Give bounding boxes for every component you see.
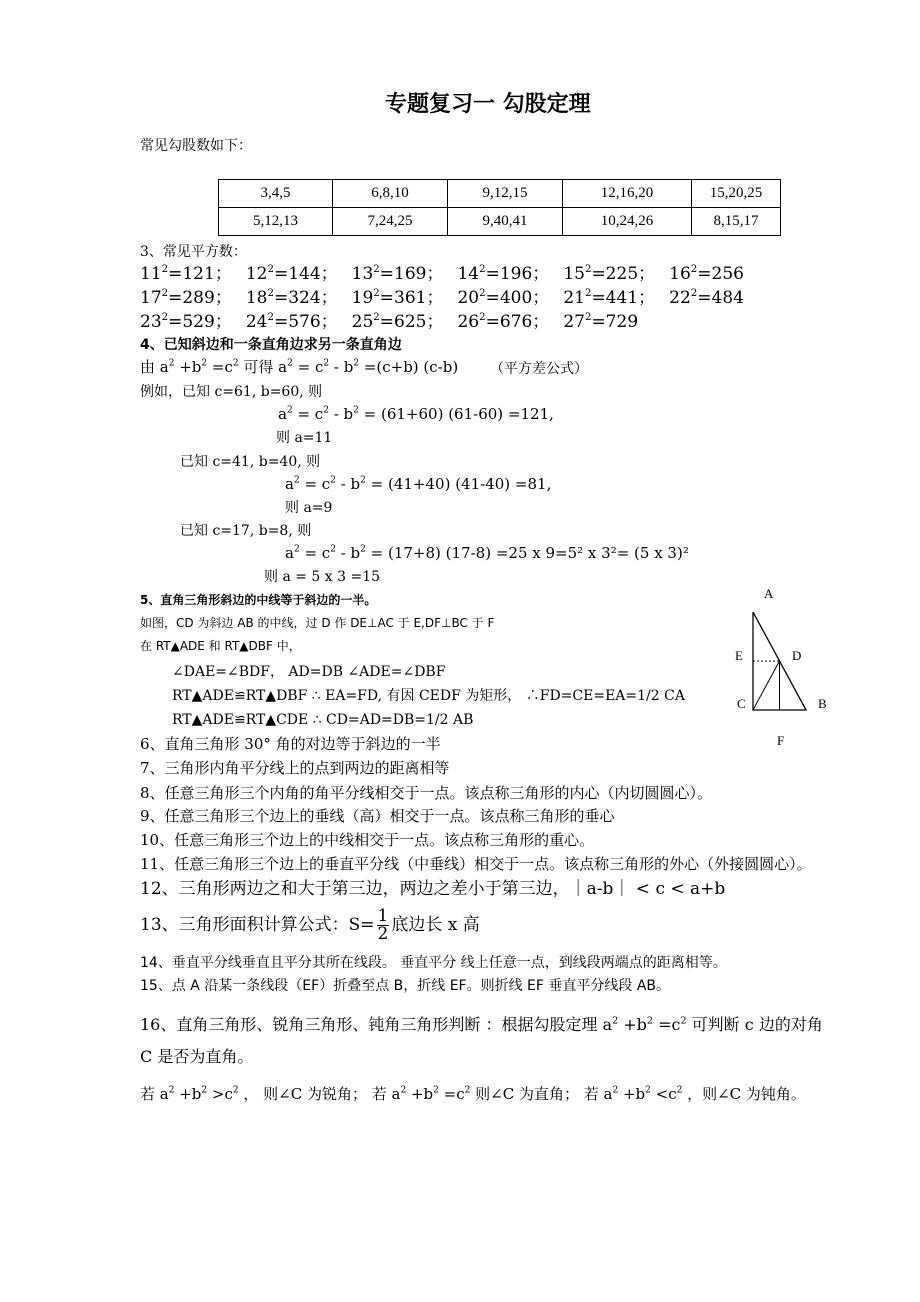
exponent: 2 — [373, 311, 380, 323]
exponent: 2 — [201, 358, 208, 369]
pythagorean-triples-table — [218, 179, 781, 236]
item-13 — [140, 908, 480, 943]
item-8: 8、任意三角形三个内角的角平分线相交于一点。该点称三角形的内心（内切圆圆心）。 — [140, 784, 713, 802]
item-16-part: 16、直角三角形、锐角三角形、钝角三角形判断 ：根据勾股定理 a — [140, 1015, 613, 1034]
exponent: 2 — [232, 358, 239, 369]
square-term — [457, 312, 549, 332]
exponent: 2 — [690, 263, 698, 275]
square-base: 23 — [140, 312, 162, 332]
square-value: =625； — [379, 312, 444, 332]
item-13-suffix: 底边长 x 高 — [391, 915, 480, 935]
square-base: 12 — [245, 264, 268, 284]
section-5-line-2: 在 RT▲ADE 和 RT▲DBF 中， — [140, 639, 301, 653]
exponent: 2 — [680, 1015, 687, 1027]
square-term — [140, 312, 232, 332]
item-17-part: =c — [438, 1085, 465, 1103]
table-cell: 6,8,10 — [333, 180, 448, 208]
square-term — [669, 264, 744, 284]
section-5-heading: 5、直角三角形斜边的中线等于斜边的一半。 — [140, 593, 377, 607]
exponent: 2 — [612, 1085, 619, 1096]
item-10: 10、任意三角形三个边上的中线相交于一点。该点称三角形的重心。 — [140, 831, 595, 849]
fraction-denominator: 2 — [377, 924, 389, 944]
square-base: 20 — [457, 288, 480, 308]
formula-part: = (17+8) (17-8) =25 x 9=5² x 3²= (5 x 3)² — [365, 544, 689, 562]
exponent: 2 — [645, 1085, 651, 1096]
label-a: A — [764, 586, 774, 601]
square-value: =484 — [697, 288, 744, 308]
exponent: 2 — [161, 287, 169, 299]
table-row — [219, 208, 781, 236]
square-term — [669, 288, 744, 308]
square-term — [352, 264, 444, 284]
square-base: 16 — [669, 264, 691, 284]
intro-text: 常见勾股数如下： — [140, 138, 252, 154]
square-base: 14 — [457, 264, 480, 284]
square-value: =144； — [273, 264, 338, 284]
square-value: =196； — [485, 264, 550, 284]
exponent: 2 — [287, 358, 293, 369]
item-17-part: ，则∠C 为钝角。 — [682, 1085, 806, 1103]
formula-part: +b — [174, 358, 202, 376]
exponent: 2 — [330, 475, 336, 486]
formula-part: 由 a — [140, 358, 169, 376]
squares-row-1 — [140, 265, 758, 285]
formula-part: a — [285, 544, 294, 562]
formula-part: = c — [292, 405, 324, 423]
exponent: 2 — [373, 263, 380, 275]
formula-part: a — [278, 405, 287, 423]
example-intro: 例如，已知 c=61, b=60, 则 — [140, 384, 323, 400]
square-value: =361； — [379, 288, 444, 308]
exponent: 2 — [479, 287, 486, 299]
exponent: 2 — [690, 287, 698, 299]
exponent: 2 — [201, 1085, 208, 1096]
square-value: =576； — [273, 312, 338, 332]
square-base: 19 — [351, 288, 374, 308]
example-1-result: 则 a=11 — [276, 430, 333, 446]
square-base: 24 — [245, 312, 268, 332]
item-17-part: 则∠C 为直角； 若 a — [470, 1085, 613, 1103]
exponent: 2 — [464, 1085, 471, 1096]
item-17-part: +b — [618, 1085, 646, 1103]
example-3-result: 则 a = 5 x 3 =15 — [264, 569, 381, 585]
square-term — [563, 264, 655, 284]
exponent: 2 — [353, 358, 360, 369]
item-16-line-2: C 是否为直角。 — [140, 1047, 254, 1066]
formula-part: 可得 a — [238, 358, 288, 376]
item-12: 12、三角形两边之和大于第三边，两边之差小于第三边，｜a-b｜ < c < a+b — [140, 879, 726, 899]
square-base: 18 — [245, 288, 268, 308]
item-14: 14、垂直平分线垂直且平分其所在线段。 垂直平分 线上任意一点，到线段两端点的距离相等。 — [140, 955, 727, 971]
square-base: 22 — [669, 288, 691, 308]
square-base: 27 — [563, 312, 585, 332]
exponent: 2 — [676, 1085, 683, 1096]
exponent: 2 — [433, 1085, 439, 1096]
example-2-intro: 已知 c=41, b=40, 则 — [180, 454, 321, 470]
table-cell: 12,16,20 — [563, 180, 692, 208]
square-value: =441； — [591, 288, 656, 308]
table-row — [219, 180, 781, 208]
square-base: 26 — [457, 312, 480, 332]
exponent: 2 — [479, 311, 486, 323]
square-term — [352, 312, 444, 332]
square-term — [352, 288, 444, 308]
square-base: 13 — [351, 264, 374, 284]
section-5-line-1: 如图，CD 为斜边 AB 的中线，过 D 作 DE⊥AC 于 E,DF⊥BC 于 F — [140, 616, 495, 630]
item-9: 9、任意三角形三个边上的垂线（高）相交于一点。该点称三角形的垂心 — [140, 807, 615, 825]
example-2-result: 则 a=9 — [285, 500, 333, 516]
square-term — [246, 264, 338, 284]
square-value: =729 — [591, 312, 639, 332]
exponent: 2 — [168, 358, 175, 369]
section-3-heading: 3、常见平方数： — [140, 244, 247, 260]
exponent: 2 — [612, 1015, 619, 1027]
label-f: F — [777, 733, 785, 748]
formula-note: （平方差公式） — [490, 361, 588, 377]
square-term — [563, 288, 655, 308]
exponent: 2 — [360, 475, 366, 486]
table-cell: 8,15,17 — [692, 208, 781, 236]
square-base: 21 — [563, 288, 585, 308]
item-17-part: 若 a — [140, 1085, 169, 1103]
square-value: =529； — [168, 312, 232, 332]
item-16-part: +b — [618, 1015, 647, 1034]
square-value: =324； — [273, 288, 338, 308]
item-17 — [140, 1086, 806, 1103]
formula-line — [140, 359, 458, 376]
table-cell: 10,24,26 — [563, 208, 692, 236]
squares-row-3 — [140, 313, 652, 333]
exponent: 2 — [168, 1085, 175, 1096]
exponent: 2 — [330, 544, 336, 555]
square-term — [140, 288, 232, 308]
exponent: 2 — [323, 405, 329, 416]
exponent: 2 — [584, 287, 592, 299]
square-base: 15 — [563, 264, 585, 284]
table-cell: 9,12,15 — [448, 180, 563, 208]
segment-cd — [753, 661, 780, 710]
formula-part: = c — [299, 544, 331, 562]
table-cell: 15,20,25 — [692, 180, 781, 208]
page-title: 专题复习一 勾股定理 — [385, 92, 591, 117]
item-17-part: >c — [207, 1085, 233, 1103]
square-term — [246, 312, 338, 332]
squares-row-2 — [140, 289, 758, 309]
example-1-formula — [278, 406, 554, 423]
item-6: 6、直角三角形 30° 角的对边等于斜边的一半 — [140, 735, 441, 753]
fraction-numerator: 1 — [377, 906, 389, 926]
square-term — [246, 288, 338, 308]
item-11: 11、任意三角形三个边上的垂直平分线（中垂线）相交于一点。该点称三角形的外心（外接圆圆心）。 — [140, 855, 812, 873]
item-17-part: ， 则∠C 为锐角； 若 a — [238, 1085, 401, 1103]
square-base: 17 — [140, 288, 162, 308]
formula-part: a — [285, 475, 294, 493]
exponent: 2 — [353, 405, 359, 416]
square-term — [457, 264, 549, 284]
item-17-part: +b — [406, 1085, 434, 1103]
item-17-part: <c — [650, 1085, 677, 1103]
section-5-line-3: ∠DAE=∠BDF， AD=DB ∠ADE=∠DBF — [172, 664, 446, 680]
exponent: 2 — [267, 263, 274, 275]
exponent: 2 — [584, 311, 592, 323]
formula-part: = c — [299, 475, 331, 493]
table-cell: 5,12,13 — [219, 208, 333, 236]
square-value: =289； — [168, 288, 232, 308]
square-term — [457, 288, 549, 308]
square-value: =121； — [168, 264, 232, 284]
exponent: 2 — [267, 287, 274, 299]
square-value: =225； — [591, 264, 656, 284]
exponent: 2 — [360, 544, 366, 555]
formula-part: - b — [335, 475, 361, 493]
exponent: 2 — [232, 1085, 239, 1096]
formula-part: - b — [329, 358, 354, 376]
exponent: 2 — [646, 1015, 654, 1027]
item-16-part: =c — [653, 1015, 681, 1034]
example-3-formula — [285, 545, 689, 562]
item-16 — [140, 1016, 823, 1034]
exponent: 2 — [286, 405, 293, 416]
table-cell: 9,40,41 — [448, 208, 563, 236]
exponent: 2 — [323, 358, 330, 369]
square-base: 25 — [351, 312, 374, 332]
square-base: 11 — [140, 264, 162, 284]
label-d: D — [792, 648, 802, 663]
exponent: 2 — [479, 263, 486, 275]
formula-part: =(c+b) (c-b) — [359, 358, 459, 376]
label-b: B — [818, 696, 827, 711]
formula-part: = (61+60) (61-60) =121, — [358, 405, 554, 423]
item-7: 7、三角形内角平分线上的点到两边的距离相等 — [140, 759, 450, 777]
square-value: =676； — [485, 312, 550, 332]
formula-part: - b — [328, 405, 354, 423]
exponent: 2 — [161, 263, 169, 275]
item-15: 15、点 A 沿某一条线段（EF）折叠至点 B，折线 EF。则折线 EF 垂直平分线段 AB。 — [140, 978, 671, 994]
label-c: C — [737, 696, 746, 711]
section-4-heading: 4、已知斜边和一条直角边求另一条直角边 — [140, 337, 402, 353]
square-value: =256 — [697, 264, 744, 284]
exponent: 2 — [293, 475, 300, 486]
fraction-one-half — [377, 908, 390, 943]
square-value: =169； — [379, 264, 444, 284]
table-cell: 3,4,5 — [219, 180, 333, 208]
exponent: 2 — [161, 311, 169, 323]
exponent: 2 — [373, 287, 380, 299]
square-term — [563, 312, 638, 332]
example-3-intro: 已知 c=17, b=8, 则 — [180, 523, 312, 539]
formula-part: - b — [335, 544, 361, 562]
exponent: 2 — [293, 544, 300, 555]
item-17-part: +b — [174, 1085, 202, 1103]
exponent: 2 — [400, 1085, 407, 1096]
label-e: E — [735, 648, 743, 663]
exponent: 2 — [267, 311, 274, 323]
table-cell: 7,24,25 — [333, 208, 448, 236]
formula-part: = (41+40) (41-40) =81, — [365, 475, 552, 493]
item-13-prefix: 13、三角形面积计算公式：S= — [140, 915, 375, 935]
section-5-line-5: RT▲ADE≌RT▲CDE ∴ CD=AD=DB=1/2 AB — [172, 712, 474, 728]
formula-part: =c — [207, 358, 233, 376]
square-value: =400； — [485, 288, 550, 308]
formula-part: = c — [292, 358, 324, 376]
section-5-line-4: RT▲ADE≌RT▲DBF ∴ EA=FD, 有因 CEDF 为矩形， ∴FD=CE=EA=1/2 CA — [172, 688, 685, 704]
exponent: 2 — [584, 263, 592, 275]
example-2-formula — [285, 476, 551, 493]
item-16-part: 可判断 c 边的对角 — [686, 1015, 823, 1034]
square-term — [140, 264, 232, 284]
